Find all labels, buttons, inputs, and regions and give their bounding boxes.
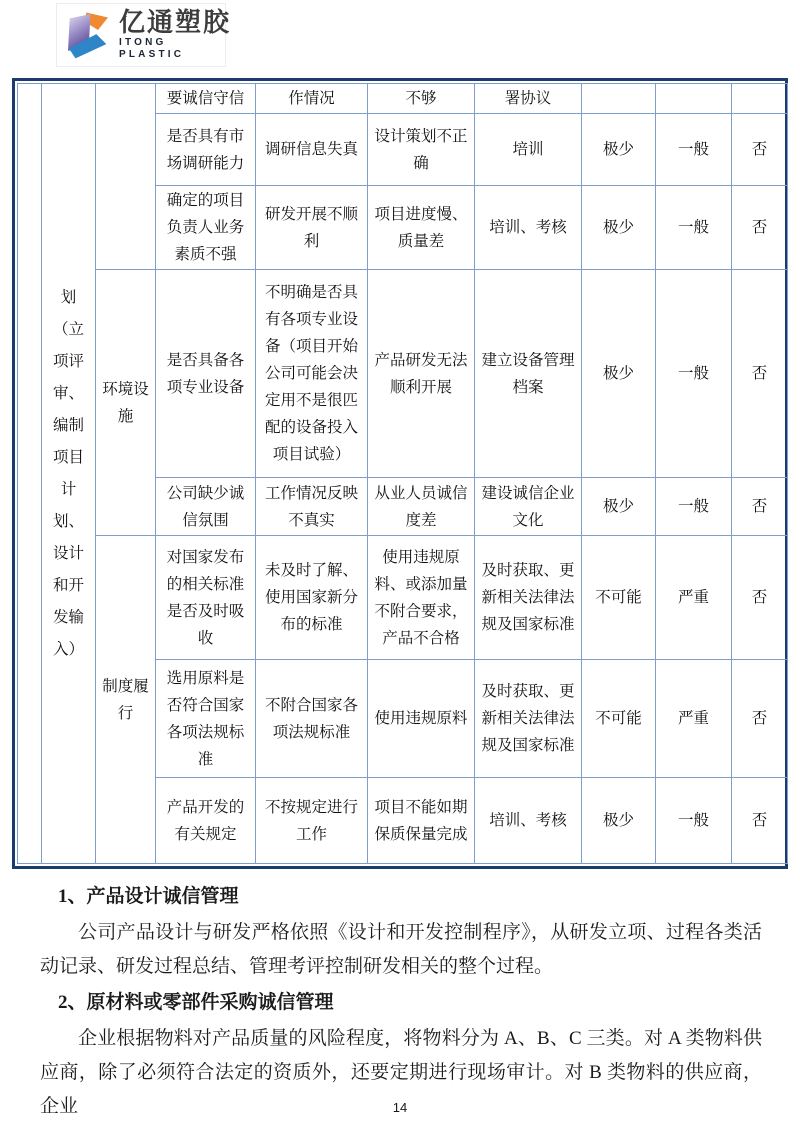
- table-row: [18, 270, 788, 478]
- table-cell: 一般: [656, 778, 732, 864]
- section-1-heading: 1、产品设计诚信管理: [58, 886, 239, 907]
- table-cell: 否: [732, 114, 788, 186]
- table-cell: 一般: [656, 114, 732, 186]
- table-cell: 极少: [582, 478, 656, 536]
- page-number: 14: [392, 1100, 408, 1115]
- table-cell: 公司缺少诚信氛围: [156, 478, 256, 536]
- table-cell: 一般: [656, 270, 732, 478]
- table-cell: 产品研发无法顺利开展: [368, 270, 475, 478]
- table-cell: 极少: [582, 778, 656, 864]
- table-cell: 工作情况反映不真实: [256, 478, 368, 536]
- table-cell: 确定的项目负责人业务素质不强: [156, 186, 256, 270]
- table-cell: 培训: [475, 114, 582, 186]
- table-cell: 项目不能如期保质保量完成: [368, 778, 475, 864]
- table-cell: 严重: [656, 660, 732, 778]
- table-cell: 选用原料是否符合国家各项法规标准: [156, 660, 256, 778]
- table-cell: 不可能: [582, 536, 656, 660]
- table-cell: 不明确是否具有各项专业设备（项目开始公司可能会决定用不是很匹配的设备投入项目试验）: [256, 270, 368, 478]
- table-cell: 及时获取、更新相关法律法规及国家标准: [475, 536, 582, 660]
- table-cell: 不附合国家各项法规标准: [256, 660, 368, 778]
- table-cell: 产品开发的有关规定: [156, 778, 256, 864]
- table-cell-index: [18, 84, 42, 864]
- table-cell: 不可能: [582, 660, 656, 778]
- risk-table-frame: [12, 78, 788, 869]
- table-cell-group: 制度履行: [96, 536, 156, 864]
- table-cell: 否: [732, 270, 788, 478]
- table-cell: 一般: [656, 186, 732, 270]
- table-cell: 研发开展不顺利: [256, 186, 368, 270]
- table-cell: 极少: [582, 186, 656, 270]
- table-cell: [656, 84, 732, 114]
- table-cell: 严重: [656, 536, 732, 660]
- table-cell-stage-label: 划（立项评审、编制项目计划、设计和开发输入）: [42, 84, 96, 864]
- table-cell: 否: [732, 660, 788, 778]
- table-cell: 要诚信守信: [156, 84, 256, 114]
- table-row: [18, 84, 788, 114]
- table-cell: 建设诚信企业文化: [475, 478, 582, 536]
- table-cell: 从业人员诚信度差: [368, 478, 475, 536]
- table-cell: 未及时了解、使用国家新分布的标准: [256, 536, 368, 660]
- table-cell: 不按规定进行工作: [256, 778, 368, 864]
- table-cell: 否: [732, 778, 788, 864]
- table-cell: 设计策划不正确: [368, 114, 475, 186]
- company-logo: [56, 3, 232, 67]
- table-cell: 一般: [656, 478, 732, 536]
- table-cell: 署协议: [475, 84, 582, 114]
- table-cell: 作情况: [256, 84, 368, 114]
- table-cell: 调研信息失真: [256, 114, 368, 186]
- table-cell: 是否具备各项专业设备: [156, 270, 256, 478]
- table-cell: 否: [732, 478, 788, 536]
- table-cell: 建立设备管理档案: [475, 270, 582, 478]
- body-text: [40, 878, 762, 1124]
- table-cell: [732, 84, 788, 114]
- table-cell: 使用违规原料、或添加量不附合要求，产品不合格: [368, 536, 475, 660]
- table-cell: 培训、考核: [475, 186, 582, 270]
- table-cell: 及时获取、更新相关法律法规及国家标准: [475, 660, 582, 778]
- table-cell: [582, 84, 656, 114]
- table-cell-group: [96, 84, 156, 270]
- table-cell: 培训、考核: [475, 778, 582, 864]
- section-2-paragraph: 企业根据物料对产品质量的风险程度，将物料分为 A、B、C 三类。对 A 类物料供应商，除了必须符合法定的资质外，还要定期进行现场审计。对 B 类物料的供应商，企业: [40, 1028, 762, 1117]
- risk-table: [17, 83, 788, 864]
- table-cell: 项目进度慢、质量差: [368, 186, 475, 270]
- logo-mark-icon: [63, 9, 113, 61]
- table-cell: 对国家发布的相关标准是否及时吸收: [156, 536, 256, 660]
- section-2-heading: 2、原材料或零部件采购诚信管理: [58, 992, 334, 1013]
- table-row: [18, 536, 788, 660]
- table-cell: 极少: [582, 270, 656, 478]
- table-cell-group: 环境设施: [96, 270, 156, 536]
- table-cell: 不够: [368, 84, 475, 114]
- table-cell: 使用违规原料: [368, 660, 475, 778]
- section-1-paragraph: 公司产品设计与研发严格依照《设计和开发控制程序》，从研发立项、过程各类活动记录、研发过程总结、管理考评控制研发相关的整个过程。: [40, 922, 762, 977]
- table-cell: 极少: [582, 114, 656, 186]
- table-cell: 否: [732, 536, 788, 660]
- logo-chinese-name: 亿通塑胶: [119, 8, 232, 37]
- table-cell: 是否具有市场调研能力: [156, 114, 256, 186]
- logo-english-name: ITONG PLASTIC: [119, 37, 185, 60]
- table-cell: 否: [732, 186, 788, 270]
- logo-text: [119, 9, 231, 61]
